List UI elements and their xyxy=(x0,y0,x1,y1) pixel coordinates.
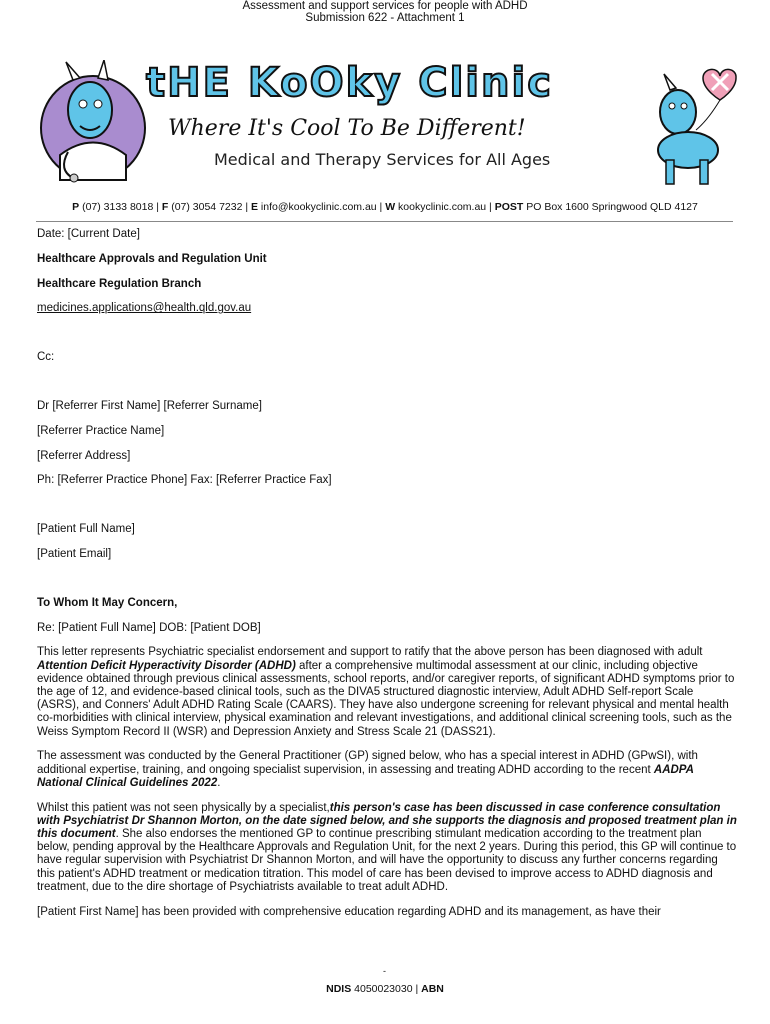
page-footer xyxy=(0,983,770,995)
abn-label: ABN xyxy=(421,983,444,995)
header-divider xyxy=(36,221,733,222)
goat-balloon-illustration xyxy=(648,60,738,188)
p3-case-conference: this person's case has been discussed in case conference consultation with Psychiatrist Dr Shannon Morton, on the date signed below, and she supports the diagnosis and proposed treatment plan in this document xyxy=(37,801,737,840)
web-label: W xyxy=(385,201,396,213)
p2-guidelines: AADPA National Clinical Guidelines 2022 xyxy=(37,763,694,789)
phone-label: P xyxy=(72,201,80,213)
p3-text-c: . She also endorses the mentioned GP to continue prescribing stimulant medication according to the treatment plan below, pending approval by the Healthcare Approvals and Regulation Unit, for the next 2 years. During this period, this GP will continue to have regular supervision with Psychiatrist Dr Shannon Morton, and will have the opportunity to discuss any further concerns regarding this patient's ADHD treatment or medication titration. This model of care has been devised to improve access to ADHD diagnosis and treatment, due to the dire shortage of Psychiatrists available to treat adult ADHD. xyxy=(37,827,737,893)
footer-dash: - xyxy=(383,966,386,976)
letter-date: Date: [Current Date] xyxy=(37,228,140,240)
post-value: PO Box 1600 Springwood QLD 4127 xyxy=(523,201,698,213)
recipient-branch: Healthcare Regulation Branch xyxy=(37,277,202,290)
p1-adhd-term: Attention Deficit Hyperactivity Disorder (ADHD) xyxy=(37,659,296,672)
clinic-tagline: Where It's Cool To Be Different! xyxy=(168,116,526,141)
email-value: info@kookyclinic.com.au | xyxy=(258,201,386,213)
goat-doctor-illustration xyxy=(38,60,148,185)
patient-name: [Patient Full Name] xyxy=(37,523,135,536)
p2-text-a: The assessment was conducted by the General Practitioner (GP) signed below, who has a special interest in ADHD (GPwSI), with additional expertise, training, and ongoing specialist supervision, in assessing and treating ADHD according to the recent xyxy=(37,750,698,776)
p3-text-a: Whilst this patient was not seen physically by a specialist, xyxy=(37,801,330,814)
letter-body xyxy=(37,228,737,930)
fax-value: (07) 3054 7232 | xyxy=(168,201,251,213)
referrer-name: Dr [Referrer First Name] [Referrer Surname] xyxy=(37,399,262,412)
cc-line: Cc: xyxy=(37,351,55,364)
p1-text-c: after a comprehensive multimodal assessment at our clinic, including objective evidence obtained through previous clinical assessments, school reports, and/or caregiver reports, of significant ADHD symptoms prior to the age of 12, and evidence-based clinical tools, such as the DIVA5 structured diagnostic interview, Adult ADHD Self-report Scale (ASRS), and Conners' Adult ADHD Rating Scale (CAARS). They have also undergone screening for relevant physical and mental health co-morbidities with clinical interview, physical examination and relevant investigations, and additional clinical screening tools, such as the Weiss Symptom Record II (WSR) and Depression Anxiety and Stress Scale 21 (DASS21). xyxy=(37,659,735,738)
header-line-2: Submission 622 - Attachment 1 xyxy=(305,12,465,24)
paragraph-education: [Patient First Name] has been provided with comprehensive education regarding ADHD and its management, as have their xyxy=(37,905,661,918)
recipient-email-link[interactable]: medicines.applications@health.qld.gov.au xyxy=(37,302,252,315)
salutation: To Whom It May Concern, xyxy=(37,596,178,609)
clinic-logo-title: tHE KoOky Clinic xyxy=(146,60,553,106)
p2-text-c: . xyxy=(217,776,221,789)
paragraph-assessment xyxy=(37,750,737,790)
header-line-1: Assessment and support services for people with ADHD xyxy=(242,0,528,12)
paragraph-diagnosis xyxy=(37,646,737,738)
referrer-address: [Referrer Address] xyxy=(37,449,131,462)
page-header xyxy=(0,0,770,24)
paragraph-case-conference xyxy=(37,802,737,894)
web-value: kookyclinic.com.au | xyxy=(395,201,495,213)
phone-value: (07) 3133 8018 | xyxy=(79,201,162,213)
p1-text-a: This letter represents Psychiatric specialist endorsement and support to ratify that the above person has been diagnosed with adult xyxy=(37,646,703,659)
referrer-practice: [Referrer Practice Name] xyxy=(37,424,165,437)
ndis-label: NDIS xyxy=(326,983,352,995)
referrer-phone-fax: Ph: [Referrer Practice Phone] Fax: [Referrer Practice Fax] xyxy=(37,474,332,487)
post-label: POST xyxy=(494,201,524,213)
recipient-unit: Healthcare Approvals and Regulation Unit xyxy=(37,252,267,265)
contact-details xyxy=(0,201,770,213)
email-label: E xyxy=(250,201,258,213)
ndis-value: 4050023030 | xyxy=(351,983,422,995)
fax-label: F xyxy=(161,201,169,213)
patient-email: [Patient Email] xyxy=(37,547,112,560)
clinic-services: Medical and Therapy Services for All Ages xyxy=(214,150,551,169)
re-line: Re: [Patient Full Name] DOB: [Patient DOB] xyxy=(37,621,261,634)
